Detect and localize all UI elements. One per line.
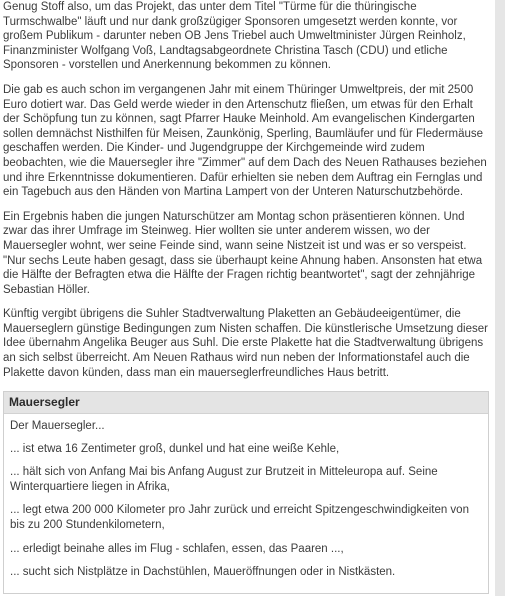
info-box-fact: ... hält sich von Anfang Mai bis Anfang August zur Brutzeit in Mitteleuropa auf. Seine Winterquartiere liegen in Afrika, bbox=[10, 466, 438, 493]
info-box-fact: ... ist etwa 16 Zentimeter groß, dunkel und hat eine weiße Kehle, bbox=[10, 442, 340, 455]
scrollbar-track[interactable] bbox=[495, 0, 505, 596]
info-box-title: Mauersegler bbox=[4, 392, 488, 414]
info-box bbox=[3, 391, 489, 594]
article-paragraph: Ein Ergebnis haben die jungen Naturschützer am Montag schon präsentieren können. Und zwar das ihrer Umfrage im Steinweg. Hier wollten sie unter anderem wissen, wo der Mauersegler wohnt, wer seine Feinde sind, wann seine Nistzeit ist und was er so verspeist. "Nur sechs Leute haben gesagt, dass sie überhaupt keine Ahnung haben. Ansonsten hat etwa die Hälfte der Befragten etwa die Hälfte der Fragen richtig beantwortet", sagt der zehnjährige Sebastian Höller. bbox=[3, 210, 483, 296]
article-body bbox=[3, 0, 491, 390]
article-paragraph: Künftig vergibt übrigens die Suhler Stadtverwaltung Plaketten an Gebäudeeigentümer, die Mauerseglern günstige Bedingungen zum Nisten schaffen. Die künstlerische Umsetzung dieser Idee übernahm Angelika Beuger aus Suhl. Die erste Plakette hat die Stadtverwaltung übrigens an sich selbst überreicht. Am Neuen Rathaus wird nun neben der Informationstafel auch die Plakette davon künden, dass man ein mauerseglerfreundliches Haus betritt. bbox=[3, 308, 488, 379]
article-paragraph: Die gab es auch schon im vergangenen Jahr mit einem Thüringer Umweltpreis, der mit 2500 Euro dotiert war. Das Geld werde wieder in den Artenschutz fließen, um etwas für den Erhalt der Schöpfung tun zu können, sagt Pfarrer Hauke Meinhold. Am evangelischen Kindergarten sollen demnächst Nisthilfen für Meisen, Zaunkönig, Sperling, Baumläufer und für Fledermäuse geschaffen werden. Die Kinder- und Jugendgruppe der Kirchgemeinde wird zudem beobachten, wie die Mauersegler ihre "Zimmer" auf dem Dach des Neuen Rathauses beziehen und ihre Erkenntnisse dokumentieren. Dafür erhielten sie neben dem Auftrag ein Fernglas und ein Tagebuch aus den Händen von Martina Lampert von der Unteren Naturschutzbehörde. bbox=[3, 83, 487, 199]
info-box-fact: ... legt etwa 200 000 Kilometer pro Jahr zurück und erreicht Spitzengeschwindigkeiten von bis zu 200 Stundenkilometern, bbox=[10, 504, 469, 531]
info-box-body bbox=[4, 414, 488, 580]
info-box-intro: Der Mauersegler... bbox=[10, 420, 105, 432]
info-box-fact: ... sucht sich Nistplätze in Dachstühlen, Maueröffnungen oder in Nistkästen. bbox=[10, 566, 396, 579]
article-paragraph: Genug Stoff also, um das Projekt, das unter dem Titel "Türme für die thüringische Turmschwalbe" läuft und nur dank großzügiger Sponsoren umgesetzt werden konnte, vor großem Publikum - darunter neben OB Jens Triebel auch Umweltminister Jürgen Reinholz, Finanzminister Wolfgang Voß, Landtagsabgeordnete Christina Tasch (CDU) und etliche Sponsoren - vorstellen und Anerkennung bekommen zu können. bbox=[3, 1, 466, 72]
info-box-fact: ... erledigt beinahe alles im Flug - schlafen, essen, das Paaren ..., bbox=[10, 542, 344, 555]
